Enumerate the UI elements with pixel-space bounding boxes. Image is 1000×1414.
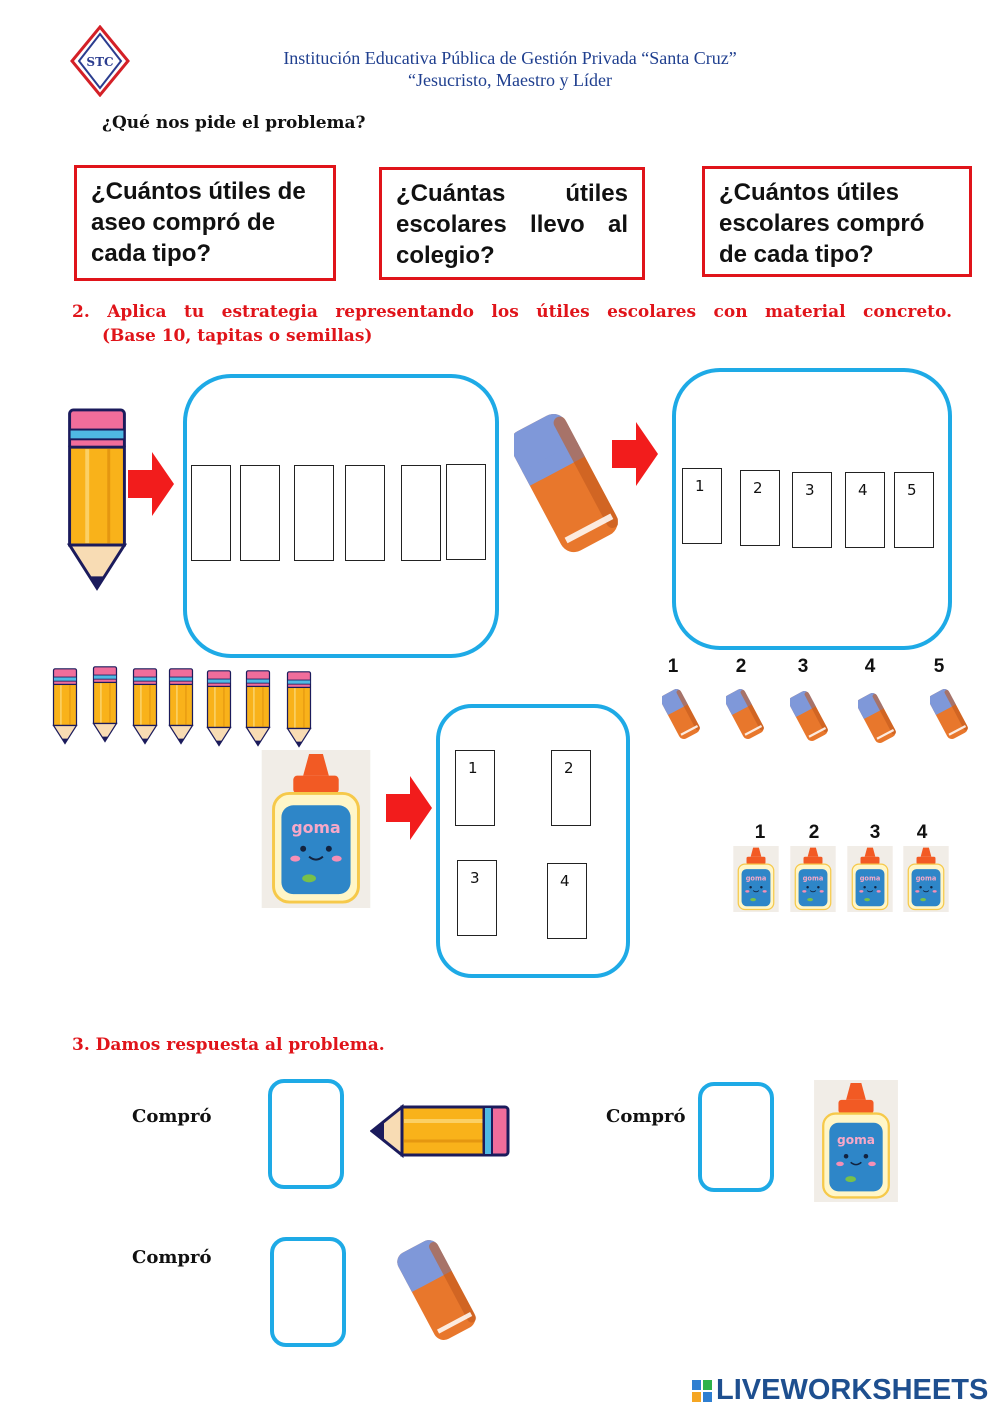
small-glue-icon[interactable] (732, 846, 780, 912)
small-eraser-icon[interactable] (726, 684, 764, 744)
glue-slot-4[interactable]: 4 (547, 863, 587, 939)
small-eraser-icon[interactable] (790, 686, 828, 746)
pencil-slot[interactable] (446, 464, 486, 560)
school-logo (70, 25, 130, 97)
small-pencil-icon[interactable] (132, 668, 158, 746)
eraser-count-label: 2 (735, 656, 747, 677)
small-glue-icon[interactable] (902, 846, 950, 912)
glue-slot-2[interactable]: 2 (551, 750, 591, 826)
eraser-count-label: 3 (797, 656, 809, 677)
glue-count-label: 1 (754, 822, 766, 843)
arrow-icon (386, 776, 432, 840)
eraser-image (392, 1230, 484, 1350)
eraser-slot-1[interactable]: 1 (682, 468, 722, 544)
pencil-slot[interactable] (191, 465, 231, 561)
answer-option-3[interactable]: ¿Cuántos útiles escolares compró de cada tipo? (702, 166, 972, 277)
small-pencil-icon[interactable] (206, 670, 232, 748)
small-eraser-icon[interactable] (930, 684, 968, 744)
pencil-slot[interactable] (294, 465, 334, 561)
arrow-icon (128, 452, 174, 516)
small-glue-icon[interactable] (846, 846, 894, 912)
institution-name: Institución Educativa Pública de Gestión Privada “Santa Cruz” (283, 48, 737, 68)
pencil-slot[interactable] (240, 465, 280, 561)
pencil-slot[interactable] (345, 465, 385, 561)
small-pencil-icon[interactable] (92, 666, 118, 744)
eraser-slot-2[interactable]: 2 (740, 470, 780, 546)
eraser-slot-5[interactable]: 5 (894, 472, 934, 548)
glue-slot-3[interactable]: 3 (457, 860, 497, 936)
eraser-slot-3[interactable]: 3 (792, 472, 832, 548)
glue-count-label: 3 (869, 822, 881, 843)
glue-image (813, 1080, 899, 1202)
pencil-slot[interactable] (401, 465, 441, 561)
section2-heading: 2. Aplica tu estrategia representando los útiles escolares con material concreto. (72, 302, 952, 322)
liveworksheets-brand: LIVEWORKSHEETS (716, 1374, 989, 1406)
small-pencil-icon[interactable] (52, 668, 78, 746)
answer-label-erasers: Compró (132, 1247, 212, 1268)
small-pencil-icon[interactable] (245, 670, 271, 748)
eraser-slot-4[interactable]: 4 (845, 472, 885, 548)
eraser-image (514, 400, 618, 566)
glue-slot-1[interactable]: 1 (455, 750, 495, 826)
small-pencil-icon[interactable] (286, 671, 312, 749)
eraser-count-label: 1 (667, 656, 679, 677)
question-title: ¿Qué nos pide el problema? (102, 113, 366, 133)
eraser-count-label: 5 (933, 656, 945, 677)
small-glue-icon[interactable] (789, 846, 837, 912)
svg-text:STC: STC (86, 55, 114, 69)
glue-image (260, 750, 372, 908)
school-motto: “Jesucristo, Maestro y Líder (408, 70, 612, 90)
eraser-answer-input[interactable] (270, 1237, 346, 1347)
liveworksheets-logo (692, 1376, 992, 1406)
glue-answer-input[interactable] (698, 1082, 774, 1192)
glue-count-label: 4 (916, 822, 928, 843)
answer-option-2[interactable]: ¿Cuántas útiles escolares llevo al colegio? (379, 167, 645, 280)
eraser-count-label: 4 (864, 656, 876, 677)
small-pencil-icon[interactable] (168, 668, 194, 746)
answer-option-1[interactable]: ¿Cuántos útiles de aseo compró de cada tipo? (74, 165, 336, 281)
small-eraser-icon[interactable] (662, 684, 700, 744)
pencil-answer-input[interactable] (268, 1079, 344, 1189)
arrow-icon (612, 422, 658, 486)
section3-heading: 3. Damos respuesta al problema. (72, 1035, 385, 1055)
answer-label-glue: Compró (606, 1106, 686, 1127)
glue-box (436, 704, 630, 978)
glue-count-label: 2 (808, 822, 820, 843)
small-eraser-icon[interactable] (858, 688, 896, 748)
section2-subheading: (Base 10, tapitas o semillas) (102, 326, 373, 346)
pencil-image (370, 1103, 510, 1159)
liveworksheets-icon (692, 1380, 712, 1402)
answer-label-pencils: Compró (132, 1106, 212, 1127)
pencil-image (66, 408, 128, 594)
